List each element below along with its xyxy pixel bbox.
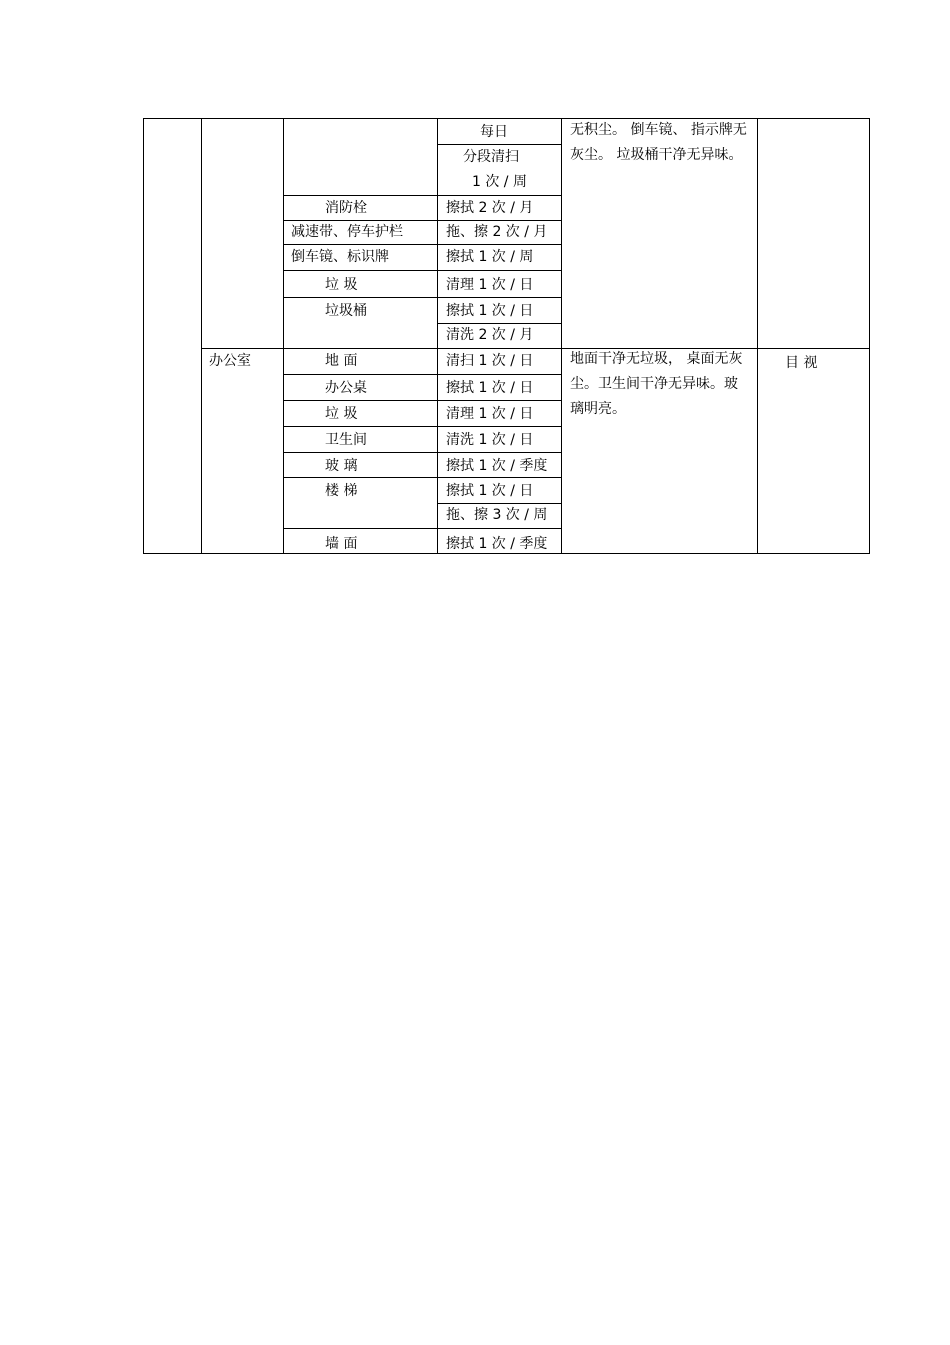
col-border-5 [561,118,562,554]
item-cell: 办公桌 [325,380,367,396]
freq-cell: 擦拭 1 次 / 日 [446,380,534,396]
standard-cell: 地面干净无垃圾， 桌面无灰尘。卫生间干净无异味。玻璃明亮。 [570,351,743,417]
freq-cell: 清洗 1 次 / 日 [446,432,534,448]
item-row-line [283,528,437,529]
item-cell: 消防栓 [325,200,367,216]
freq-row-line [437,220,561,221]
col-border-1 [143,118,144,554]
freq-cell: 擦拭 1 次 / 日 [446,303,534,319]
item-cell: 玻 璃 [325,458,358,474]
standard-cell: 无积尘。 倒车镜、 指示牌无灰尘。 垃圾桶干净无异味。 [570,122,747,163]
freq-cell: 擦拭 1 次 / 季度 [446,458,548,474]
freq-row-line [437,297,561,298]
col-border-3 [283,118,284,554]
item-cell: 垃圾桶 [325,303,367,319]
freq-row-line [437,503,561,504]
col-border-7 [869,118,870,554]
item-cell: 垃 圾 [325,277,358,293]
item-cell: 卫生间 [325,432,367,448]
item-row-line [283,195,437,196]
item-cell: 地 面 [325,353,358,369]
freq-row-line [437,323,561,324]
freq-cell: 清洗 2 次 / 月 [446,327,534,343]
item-row-line [283,400,437,401]
col-border-6 [757,118,758,554]
item-cell: 垃 圾 [325,406,358,422]
item-cell: 倒车镜、标识牌 [291,249,389,265]
freq-row-line [437,477,561,478]
item-row-line [283,244,437,245]
item-cell: 减速带、停车护栏 [291,224,403,240]
item-row-line [283,374,437,375]
freq-cell: 分段清扫 [463,149,519,165]
freq-row-line [437,452,561,453]
table-top-border [143,118,870,119]
freq-cell: 清理 1 次 / 日 [446,406,534,422]
freq-row-line [437,374,561,375]
freq-cell: 擦拭 1 次 / 季度 [446,536,548,552]
freq-row-line [437,400,561,401]
freq-cell: 1 次 / 周 [472,174,527,190]
freq-cell: 清扫 1 次 / 日 [446,353,534,369]
item-cell: 墙 面 [325,536,358,552]
freq-cell: 拖、擦 3 次 / 周 [446,507,548,523]
col-border-2 [201,118,202,554]
item-row-line [283,452,437,453]
freq-row-line [437,426,561,427]
freq-cell: 擦拭 2 次 / 月 [446,200,534,216]
freq-cell: 擦拭 1 次 / 日 [446,483,534,499]
method-cell: 目 视 [785,355,818,371]
item-row-line [283,270,437,271]
freq-row-line [437,244,561,245]
freq-row-line [437,195,561,196]
section-divider [201,348,870,349]
freq-cell: 清理 1 次 / 日 [446,277,534,293]
col-border-4 [437,118,438,554]
table-bottom-border [143,553,870,554]
item-row-line [283,426,437,427]
freq-cell: 拖、擦 2 次 / 月 [446,224,548,240]
area-cell: 办公室 [209,353,251,369]
item-row-line [283,477,437,478]
freq-cell: 擦拭 1 次 / 周 [446,249,534,265]
freq-cell: 每日 [480,124,508,140]
freq-row-line [437,270,561,271]
freq-row-line [437,528,561,529]
item-row-line [283,220,437,221]
item-row-line [283,297,437,298]
freq-row-line [437,144,561,145]
item-cell: 楼 梯 [325,483,358,499]
